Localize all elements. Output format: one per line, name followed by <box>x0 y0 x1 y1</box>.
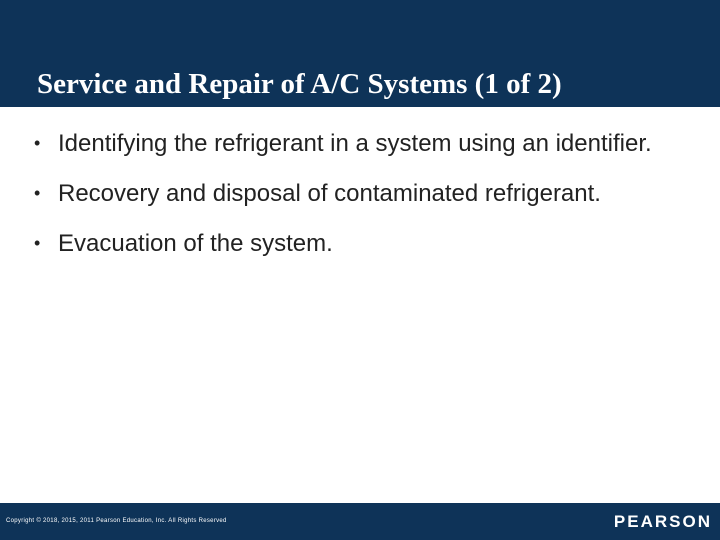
slide-title: Service and Repair of A/C Systems (1 of 2) <box>37 68 562 100</box>
bullet-item <box>32 128 702 159</box>
footer-bar <box>0 503 720 540</box>
bullet-item <box>32 228 702 259</box>
bullet-text: Identifying the refrigerant in a system using an identifier. <box>58 130 652 157</box>
copyright-text: Copyright © 2018, 2015, 2011 Pearson Education, Inc. All Rights Reserved <box>6 518 227 524</box>
bullet-text: Recovery and disposal of contaminated refrigerant. <box>58 180 601 207</box>
pearson-logo: PEARSON <box>613 512 712 531</box>
bullet-list <box>32 128 702 278</box>
bullet-marker: • <box>34 183 41 203</box>
bullet-marker: • <box>34 233 41 253</box>
bullet-marker: • <box>34 133 41 153</box>
bullet-text: Evacuation of the system. <box>58 230 333 257</box>
title-banner <box>0 0 720 107</box>
bullet-item <box>32 178 702 209</box>
